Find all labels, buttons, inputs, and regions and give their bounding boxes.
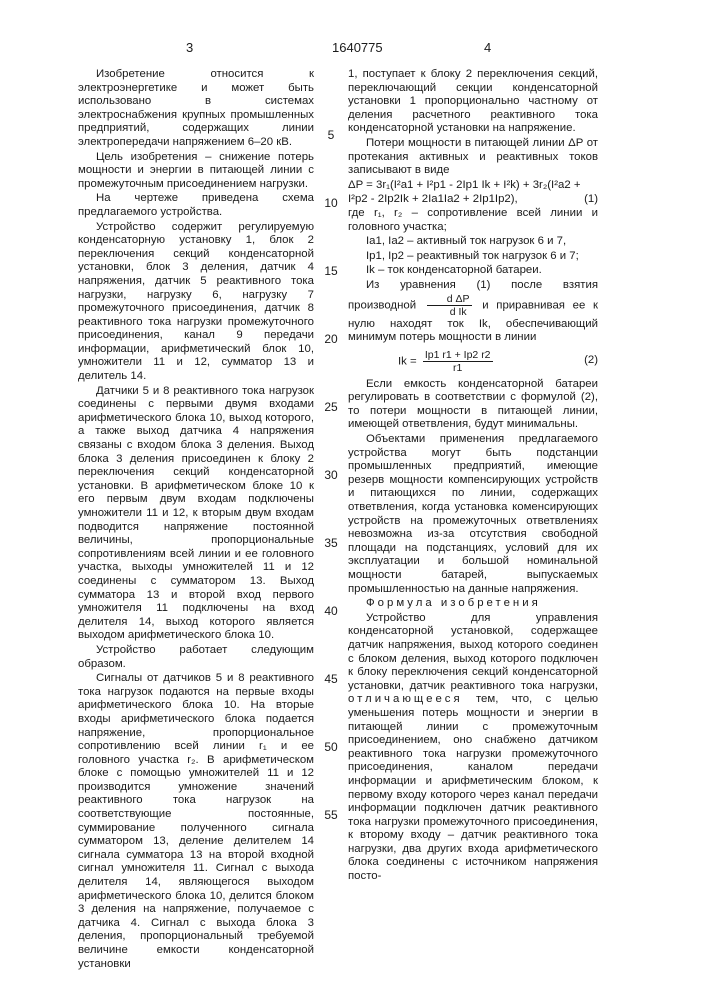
where-clause: Ip1, Ip2 – реактивный ток нагрузок 6 и 7; [348, 250, 598, 264]
line-number: 50 [318, 740, 344, 754]
line-number: 15 [318, 264, 344, 278]
line-number: 35 [318, 536, 344, 550]
line-number: 30 [318, 468, 344, 482]
equation-2-fraction [423, 349, 493, 374]
text: тем, что, с целью уменьшения потерь мощности и энергии в питающей линии с промежуточным присоединением, оно снабжено датчиком реактивного тока нагрузки промежуточного присоединения, каналом передачи информации и арифметическим блоком, к первому входу которого через канал передачи информации подключен датчик реактивного тока нагрузки промежуточного присоединения, к второму входу – датчик реактивного тока нагрузки, два других входа арифметического блока соединены с источником напряжения посто- [348, 693, 598, 882]
paragraph: На чертеже приведена схема предлагаемого устройства. [78, 192, 314, 219]
where-clause: Ik – ток конденсаторной батареи. [348, 264, 598, 278]
line-number: 40 [318, 604, 344, 618]
paragraph: Устройство содержит регулируемую конденсаторную установку 1, блок 2 переключения секций конденсаторной установки, блок 3 деления, датчик 4 напряжения, датчик 5 реактивного тока нагрузки, нагрузку 6, нагрузку 7 промежуточного присоединения, датчик 8 реактивного тока нагрузки промежуточного присоединения, канал 9 передачи информации, арифметический блок 10, умножители 11 и 12, сумматор 13 и делитель 14. [78, 221, 314, 384]
text: Из уравнения (1) после взятия производной [348, 279, 598, 311]
line-number: 25 [318, 400, 344, 414]
claim-paragraph [348, 612, 598, 884]
line-number: 10 [318, 196, 344, 210]
paragraph: Цель изобретения – снижение потерь мощности и энергии в питающей линии с промежуточным присоединением нагрузки. [78, 151, 314, 192]
paragraph: Устройство работает следующим образом. [78, 644, 314, 671]
paragraph: Если емкость конденсаторной батареи регулировать в соответствии с формулой (2), то потери мощности в питающей линии, имеющей ответвления, будут минимальны. [348, 378, 598, 432]
line-number: 55 [318, 808, 344, 822]
equation-1 [348, 193, 598, 207]
line-number: 20 [318, 332, 344, 346]
equation-1-line-2: I²p2 - 2Ip2Ik + 2Ia1Ia2 + 2Ip1Ip2), [348, 193, 518, 207]
denominator: d Ik [432, 306, 467, 318]
right-page-number: 4 [484, 40, 491, 55]
denominator: r1 [453, 362, 462, 374]
right-column [348, 68, 598, 885]
paragraph: Сигналы от датчиков 5 и 8 реактивного тока нагрузок подаются на первые входы арифметического блока 10. На вторые входы арифметического блока подается напряжение, пропорциональное сопротивлению всей линии r₁ и ее головного участка r₂. В арифметическом блоке с помощью умножителей 11 и 12 производится умножение значений реактивного тока нагрузок на соответствующие постоянные, суммирование полученного сигнала сумматором 13, деление делителем 14 сигнала сумматора 13 на второй входной сигнал умножителя 11. Сигнал с выхода делителя 14, являющегося выходом арифметического блока 10, делится блоком 3 деления на напряжение, получаемое с датчика 4. Сигнал с выхода блока 3 деления, пропорциональный требуемой величине емкости конденсаторной установки [78, 672, 314, 971]
text: Устройство для управления конденсаторной установкой, содержащее датчик напряжения, выход которого соединен с блоком деления, выход которого подключен к блоку переключения секций конденсаторной установки, датчик реактивного тока нагрузки, [348, 612, 598, 692]
left-column [78, 68, 314, 972]
paragraph: Потери мощности в питающей линии ΔP от протекания активных и реактивных токов записывают в виде [348, 137, 598, 178]
equation-2-number: (2) [584, 354, 598, 368]
numerator: Ip1 r1 + Ip2 r2 [423, 349, 493, 362]
paragraph: Изобретение относится к электроэнергетике и может быть использовано в системах электроснабжения крупных промышленных предприятий, содержащих линии электропередачи напряжением 6–20 кВ. [78, 68, 314, 150]
paragraph: Датчики 5 и 8 реактивного тока нагрузок соединены с первыми двумя входами арифметического блока 10, выход которого, а также выход датчика 4 напряжения связаны с входом блока 3 деления. Выход блока 3 деления присоединен к блоку 2 переключения секций конденсаторной установки. В арифметическом блоке 10 к его первым двум входам подключены умножители 11 и 12, к вторым двум входам подводится напряжение постоянной величины, пропорциональные сопротивлениям всей линии и ее головного участка, выходы умножителей 11 и 12 соединены с сумматором 13. Выход сумматора 13 и второй вход первого умножителя 11 подключены на вход делителя 14, выход которого является выходом арифметического блока 10. [78, 385, 314, 643]
line-number: 45 [318, 672, 344, 686]
paragraph: 1, поступает к блоку 2 переключения секций, переключающий секции конденсаторной установки 1 пропорционально частному от деления расчетного реактивного тока конденсаторной установки на напряжение. [348, 68, 598, 136]
line-number: 5 [318, 128, 344, 142]
derivative-fraction [427, 293, 472, 318]
text: и приравнивая ее к нулю находят ток Ik, обеспечивающий минимум потерь мощности в линии [348, 299, 598, 343]
where-clause: Ia1, Ia2 – активный ток нагрузок 6 и 7, [348, 235, 598, 249]
equation-1-line-1: ΔP = 3r₁(I²a1 + I²p1 - 2Ip1 Ik + I²k) + 3r₂(I²a2 + [348, 179, 598, 193]
where-clause: где r₁, r₂ – сопротивление всей линии и головного участка; [348, 207, 598, 234]
claims-heading: Формула изобретения [348, 597, 598, 611]
equation-2 [398, 349, 598, 374]
left-page-number: 3 [186, 40, 193, 55]
paragraph [348, 279, 598, 345]
numerator: d ΔP [427, 293, 472, 306]
equation-2-lhs: Ik = [398, 355, 417, 367]
equation-1-number: (1) [584, 193, 598, 207]
patent-number: 1640775 [332, 40, 383, 55]
paragraph: Объектами применения предлагаемого устройства могут быть подстанции промышленных предприятий, имеющие резерв мощности компенсирующих устройств и питающихся по линии, содержащих ответвления, когда установка коменсирующих устройств на промежуточных ответвлениях невозможна из-за отсутствия свободной площади на подстанциях, условий для их эксплуатации и большой номинальной мощности батарей, выпускаемых промышленностью на данные напряжения. [348, 433, 598, 596]
distinguishing-word: отличающееся [348, 693, 463, 705]
